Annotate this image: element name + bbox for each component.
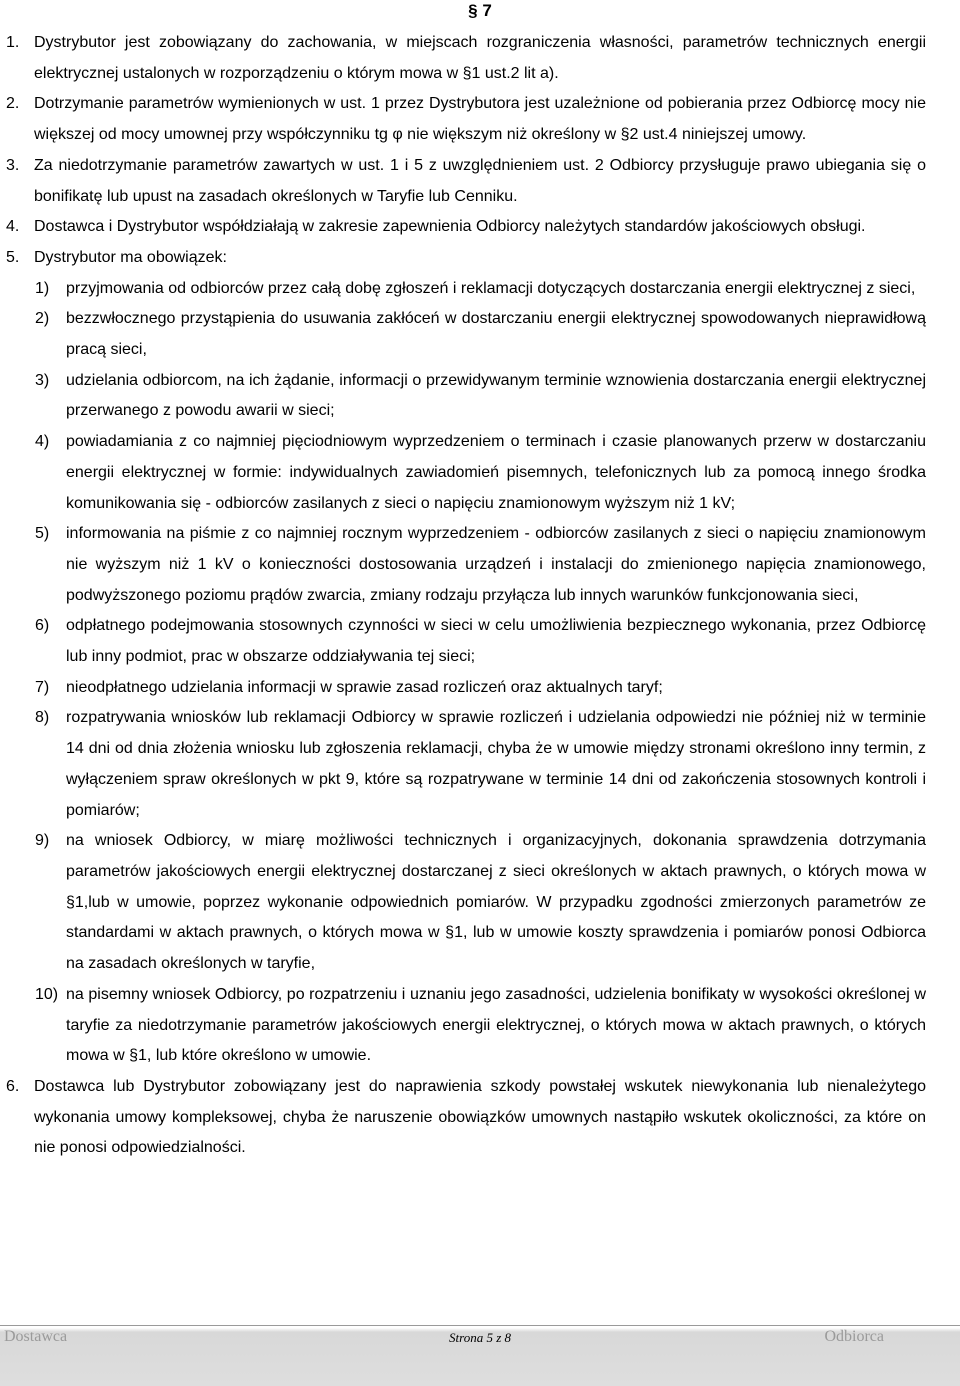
paragraph-2 <box>0 89 926 150</box>
list-item-number: 8) <box>35 709 50 727</box>
paragraph-4 <box>0 212 926 243</box>
document-body <box>0 28 926 1164</box>
paragraph-number: 6. <box>6 1077 20 1095</box>
list-item-text: udzielania odbiorcom, na ich żądanie, informacji o przewidywanym terminie wznowienia dostarczania energii elektrycznej przerwanego z powodu awarii w sieci; <box>66 371 926 420</box>
list-item-number: 5) <box>35 525 50 543</box>
page-number: Strona 5 z 8 <box>449 1330 511 1345</box>
list-item <box>0 427 926 519</box>
list-item-text: powiadamiania z co najmniej pięciodniowym wyprzedzeniem o terminach i czasie planowanych przerw w dostarczaniu energii elektrycznej w formie: indywidualnych zawiadomień pisemnych, telefonicznych lub za pomocą innego środka komunikowania się - odbiorców zasilanych z sieci o napięciu znamionowym wyższym niż 1 kV; <box>66 433 926 512</box>
paragraph-number: 5. <box>6 248 20 266</box>
paragraph-text: Dostawca lub Dystrybutor zobowiązany jest do naprawienia szkody powstałej wskutek niewykonania lub nienależytego wykonania umowy kompleksowej, chyba że naruszenie obowiązków umownych nastąpiło wskutek okoliczności, za które on nie ponosi odpowiedzialności. <box>34 1077 926 1157</box>
list-item-text: rozpatrywania wniosków lub reklamacji Odbiorcy w sprawie rozliczeń i udzielania odpowiedzi nie później niż w terminie 14 dni od dnia złożenia wniosku lub zgłoszenia reklamacji, chyba że w umowie między stronami określono inny termin, z wyłączeniem spraw określonych w pkt 9, które są rozpatrywane w terminie 14 dni od zakończenia stosownych kontroli i pomiarów; <box>66 709 926 819</box>
list-item-number: 7) <box>35 678 50 696</box>
list-item <box>0 304 926 365</box>
list-item-number: 9) <box>35 832 50 850</box>
paragraph-text: Za niedotrzymanie parametrów zawartych w ust. 1 i 5 z uwzględnieniem ust. 2 Odbiorcy przysługuje prawo ubiegania się o bonifikatę lub upust na zasadach określonych w Taryfie lub Cenniku. <box>34 156 926 205</box>
footer-dostawca-label: Dostawca <box>4 1328 68 1345</box>
list-item <box>0 519 926 611</box>
list-item-text: odpłatnego podejmowania stosownych czynności w sieci w celu umożliwienia bezpiecznego wykonania, przez Odbiorcę lub inny podmiot, prac w obszarze oddziaływania tej sieci; <box>66 617 926 666</box>
paragraph-text: Dystrybutor jest zobowiązany do zachowania, w miejscach rozgraniczenia własności, parametrów technicznych energii elektrycznej ustalonych w rozporządzeniu o którym mowa w §1 ust.2 lit a). <box>34 34 926 82</box>
paragraph-number: 1. <box>6 34 20 51</box>
paragraph-number: 3. <box>6 156 20 174</box>
paragraph-text: Dotrzymanie parametrów wymienionych w ust. 1 przez Dystrybutora jest uzależnione od pobierania przez Odbiorcę mocy nie większej od mocy umownej przy współczynniku tg φ nie większym niż określony w §2 ust.4 niniejszej umowy. <box>34 95 926 144</box>
list-item <box>0 366 926 427</box>
list-item <box>0 274 926 305</box>
list-item <box>0 980 926 1072</box>
list-item-text: na pisemny wniosek Odbiorcy, po rozpatrzeniu i uznaniu jego zasadności, udzielenia bonifikaty w wysokości określonej w taryfie za niedotrzymanie parametrów jakościowych energii elektrycznej, o których mowa w aktach prawnych, o których mowa w §1, lub które określono w umowie. <box>66 985 926 1065</box>
section-title: § 7 <box>468 1 492 20</box>
list-item <box>0 673 926 704</box>
paragraph-number: 4. <box>6 218 20 236</box>
paragraph-number: 2. <box>6 95 20 113</box>
list-item <box>0 611 926 672</box>
list-item-number: 10) <box>35 985 59 1003</box>
list-item-number: 2) <box>35 310 50 328</box>
paragraph-text: Dystrybutor ma obowiązek: <box>34 248 227 266</box>
paragraph-5 <box>0 243 926 274</box>
list-item-number: 1) <box>35 279 50 297</box>
paragraph-3 <box>0 151 926 212</box>
list-item-text: informowania na piśmie z co najmniej rocznym wyprzedzeniem - odbiorców zasilanych z sieci o napięciu znamionowym nie wyższym niż 1 kV o konieczności dostosowania urządzeń i instalacji do zmienionego napięcia znamionowego, podwyższonego poziomu prądów zwarcia, zmiany rodzaju przyłącza lub innych warunków funkcjonowania sieci, <box>66 525 926 604</box>
list-item <box>0 703 926 826</box>
list-item <box>0 826 926 980</box>
list-item-text: przyjmowania od odbiorców przez całą dobę zgłoszeń i reklamacji dotyczących dostarczania energii elektrycznej z sieci, <box>66 279 916 297</box>
list-item-number: 4) <box>35 433 50 451</box>
list-item-text: bezzwłocznego przystąpienia do usuwania zakłóceń w dostarczaniu energii elektrycznej spowodowanych nieprawidłową pracą sieci, <box>66 310 926 359</box>
paragraph-6 <box>0 1072 926 1164</box>
page-footer <box>0 1325 960 1386</box>
paragraph-text: Dostawca i Dystrybutor współdziałają w zakresie zapewnienia Odbiorcy należytych standardów jakościowych obsługi. <box>34 218 866 236</box>
list-item-number: 6) <box>35 617 50 635</box>
list-item-number: 3) <box>35 371 50 389</box>
footer-odbiorca-label: Odbiorca <box>824 1328 884 1345</box>
list-item-text: na wniosek Odbiorcy, w miarę możliwości technicznych i organizacyjnych, dokonania sprawdzenia dotrzymania parametrów jakościowych energii elektrycznej dostarczanej z sieci określonych w aktach prawnych, o których mowa w §1,lub w umowie, poprzez wykonanie odpowiednich pomiarów. W przypadku zgodności zmierzonych parametrów ze standardami w aktach prawnych, o których mowa w §1, lub w umowie koszty sprawdzenia i pomiarów ponosi Odbiorca na zasadach określonych w taryfie, <box>66 832 926 973</box>
paragraph-1 <box>0 28 926 89</box>
list-item-text: nieodpłatnego udzielania informacji w sprawie zasad rozliczeń oraz aktualnych taryf; <box>66 678 663 696</box>
